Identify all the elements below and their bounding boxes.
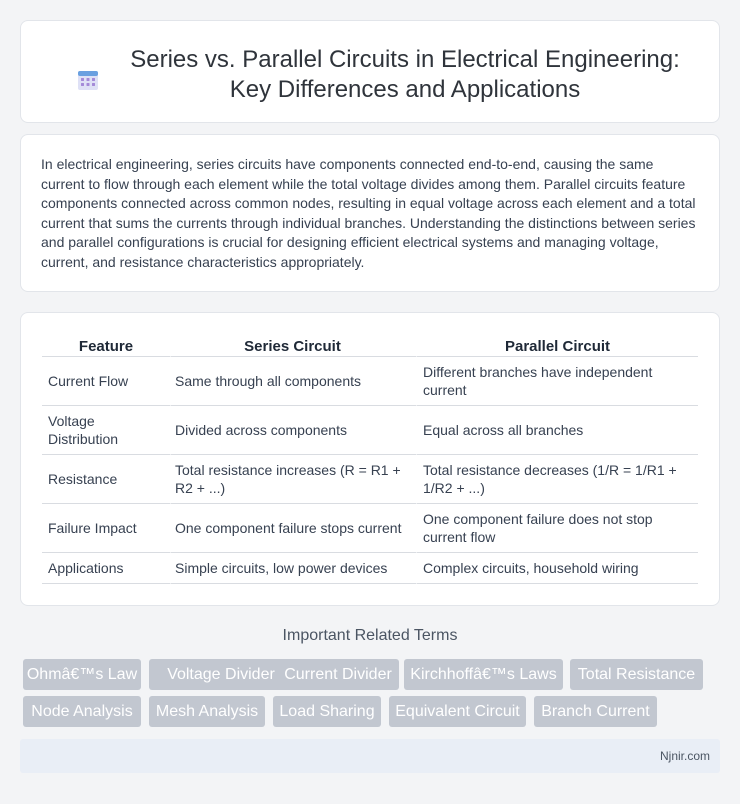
table-cell: Complex circuits, household wiring xyxy=(416,553,698,584)
column-header: Series Circuit xyxy=(170,333,416,357)
column-header: Feature xyxy=(42,333,170,357)
table-cell: Resistance xyxy=(42,455,170,504)
table-row xyxy=(42,357,698,406)
table-cell: Total resistance increases (R = R1 + R2 + ...) xyxy=(170,455,416,504)
table-header-row xyxy=(42,333,698,357)
table-cell: Different branches have independent current xyxy=(416,357,698,406)
table-cell: One component failure does not stop current flow xyxy=(416,504,698,553)
footer-site[interactable]: Njnir.com xyxy=(659,749,710,763)
intro-paragraph: In electrical engineering, series circuits have components connected end-to-end, causing the same current to flow through each element while the total voltage divides among them. Parallel circuits feature components connected across common nodes, resulting in equal voltage across each element and a total current that sums the currents through individual branches. Understanding the distinctions between series and parallel configurations is crucial for designing efficient electrical systems and managing voltage, current, and resistance characteristics appropriately. xyxy=(41,156,696,270)
term-chip[interactable]: Branch Current xyxy=(534,696,657,727)
table-cell: One component failure stops current xyxy=(170,504,416,553)
footer xyxy=(20,739,720,773)
table-cell: Applications xyxy=(42,553,170,584)
table-cell: Total resistance decreases (1/R = 1/R1 + 1/R2 + ...) xyxy=(416,455,698,504)
title-card xyxy=(20,20,720,123)
table-row xyxy=(42,406,698,455)
table-row xyxy=(42,455,698,504)
comparison-table-card xyxy=(20,312,720,606)
term-chip[interactable]: Mesh Analysis xyxy=(149,696,265,727)
calendar-icon xyxy=(76,68,100,92)
comparison-table xyxy=(42,333,698,584)
term-chip[interactable]: Kirchhoffâ€™s Laws xyxy=(404,659,563,690)
term-chip[interactable]: Load Sharing xyxy=(273,696,381,727)
table-row xyxy=(42,504,698,553)
table-cell: Failure Impact xyxy=(42,504,170,553)
table-cell: Current Flow xyxy=(42,357,170,406)
intro-card xyxy=(20,134,720,292)
table-cell: Divided across components xyxy=(170,406,416,455)
table-cell: Simple circuits, low power devices xyxy=(170,553,416,584)
table-cell: Equal across all branches xyxy=(416,406,698,455)
term-chip[interactable]: Total Resistance xyxy=(570,659,703,690)
related-terms-heading: Important Related Terms xyxy=(282,627,458,644)
page-title: Series vs. Parallel Circuits in Electrical Engineering: Key Differences and Applications xyxy=(130,46,680,103)
table-row xyxy=(42,553,698,584)
term-chip[interactable]: Current Divider xyxy=(277,659,399,690)
column-header: Parallel Circuit xyxy=(416,333,698,357)
term-chip[interactable]: Ohmâ€™s Law xyxy=(23,659,141,690)
table-cell: Same through all components xyxy=(170,357,416,406)
term-chip[interactable]: Equivalent Circuit xyxy=(389,696,526,727)
term-chip[interactable]: Voltage Divider xyxy=(149,659,293,690)
table-cell: Voltage Distribution xyxy=(42,406,170,455)
term-chip[interactable]: Node Analysis xyxy=(23,696,141,727)
